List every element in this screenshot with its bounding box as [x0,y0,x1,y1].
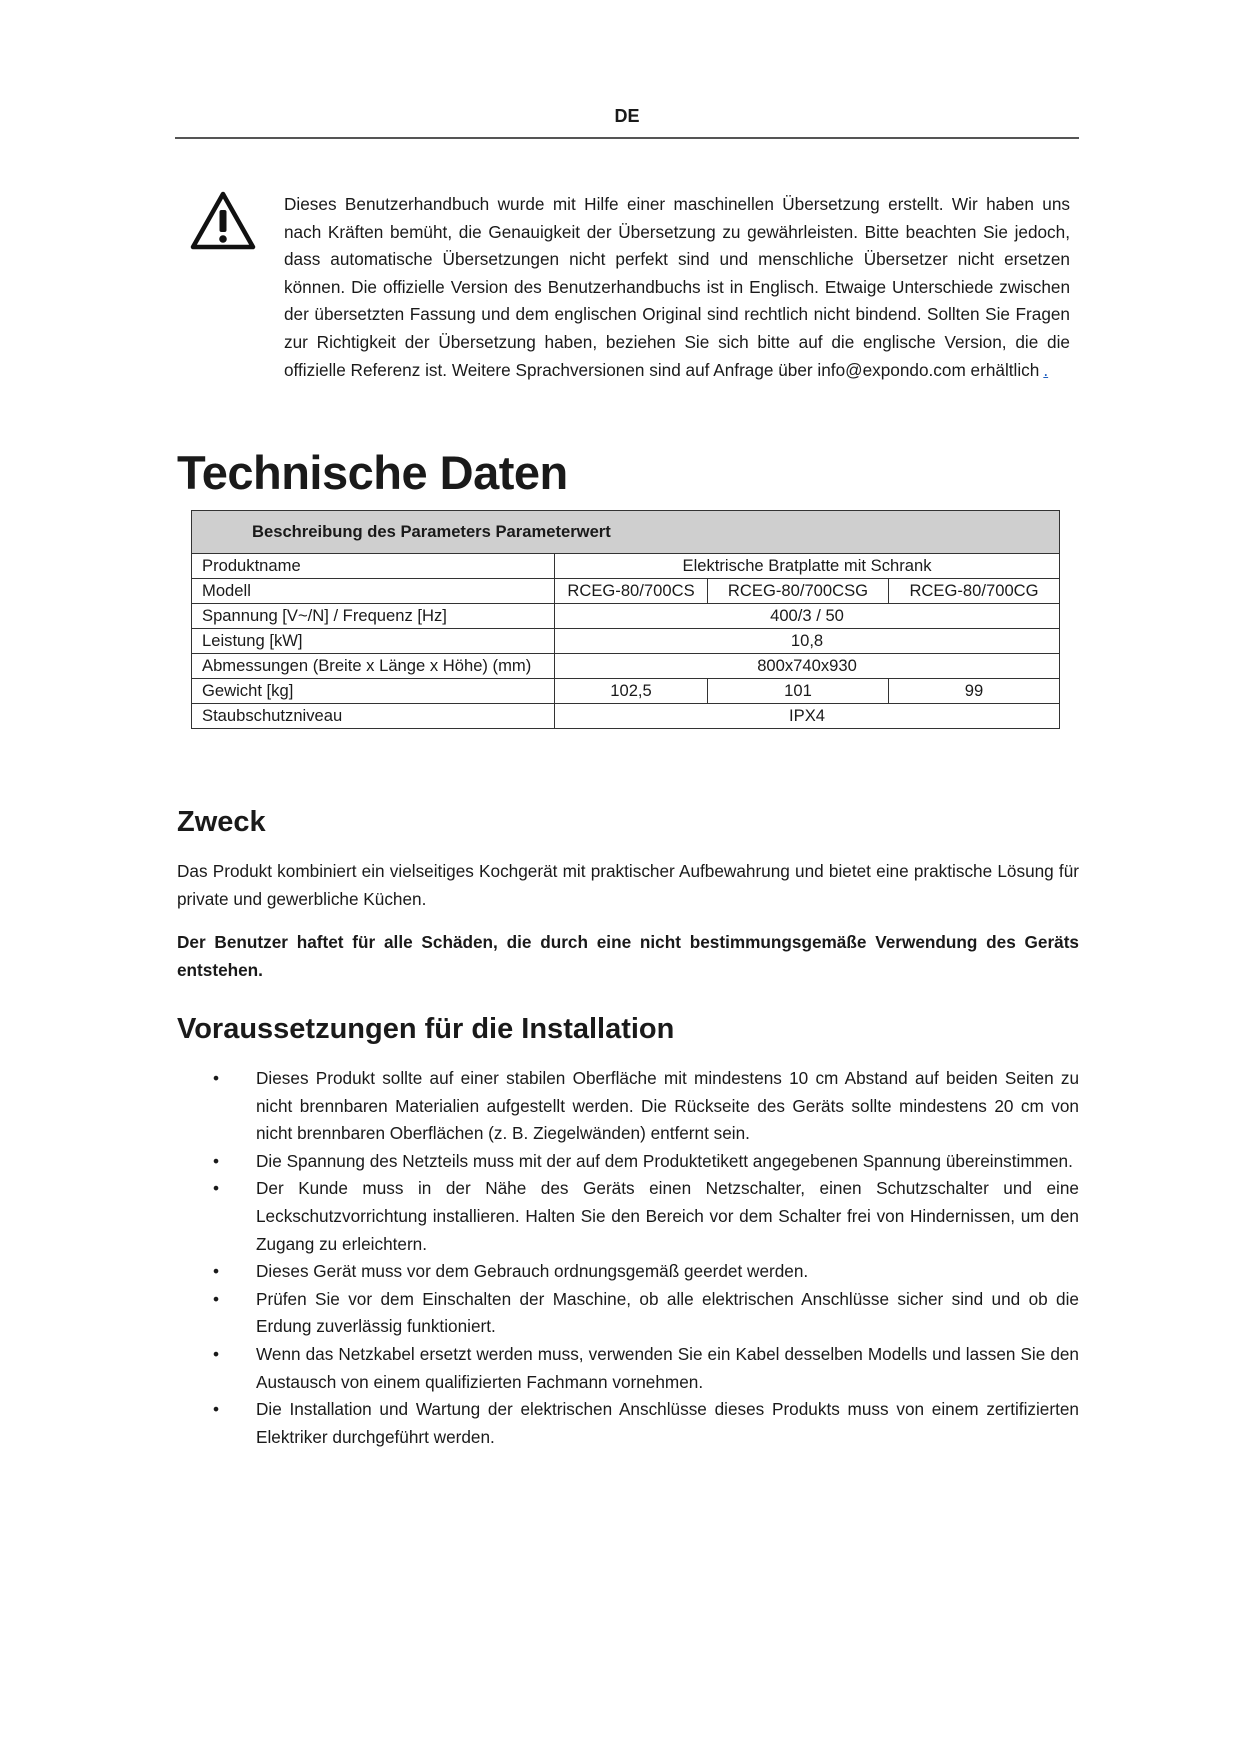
list-item-text: Die Installation und Wartung der elektrischen Anschlüsse dieses Produkts muss von einem zertifizierten Elektriker durchgeführt werden. [256,1399,1079,1447]
notice-link-dot[interactable]: . [1043,359,1049,380]
weight-value: 101 [708,679,889,704]
bullet-icon: • [213,1288,220,1309]
technical-data-table [191,510,1060,729]
list-item-text: Die Spannung des Netzteils muss mit der auf dem Produktetikett angegebenen Spannung übereinstimmen. [256,1150,1073,1171]
table-row [192,654,1060,679]
translation-notice [284,191,1070,384]
row-value: 800x740x930 [555,654,1060,679]
liability-paragraph: Der Benutzer haftet für alle Schäden, die durch eine nicht bestimmungsgemäße Verwendung des Geräts entstehen. [177,932,1079,980]
model-value: RCEG-80/700CSG [708,579,889,604]
bullet-icon: • [213,1343,220,1364]
list-item-text: Dieses Gerät muss vor dem Gebrauch ordnungsgemäß geerdet werden. [256,1261,809,1282]
list-item [177,1396,1079,1451]
row-label: Gewicht [kg] [192,679,555,704]
table-row [192,554,1060,579]
row-label: Spannung [V~/N] / Frequenz [Hz] [192,604,555,629]
list-item [177,1341,1079,1396]
purpose-paragraph: Das Produkt kombiniert ein vielseitiges Kochgerät mit praktischer Aufbewahrung und bietet eine praktische Lösung für private und gewerbliche Küchen. [177,861,1079,909]
model-value: RCEG-80/700CS [555,579,708,604]
table-row [192,679,1060,704]
page-language-header: DE [614,106,640,126]
table-row [192,629,1060,654]
bullet-icon: • [213,1178,220,1199]
table-row [192,604,1060,629]
table-row [192,704,1060,729]
row-label: Staubschutzniveau [192,704,555,729]
table-row [192,579,1060,604]
row-value: Elektrische Bratplatte mit Schrank [555,554,1060,579]
model-value: RCEG-80/700CG [889,579,1060,604]
purpose-heading: Zweck [177,806,266,838]
list-item-text: Prüfen Sie vor dem Einschalten der Maschine, ob alle elektrischen Anschlüsse sicher sind und ob die Erdung zuverlässig funktioniert. [256,1288,1079,1337]
row-value: 10,8 [555,629,1060,654]
row-value: IPX4 [555,704,1060,729]
table-header-row [192,511,1060,554]
list-item [177,1148,1079,1176]
list-item [177,1258,1079,1286]
weight-value: 99 [889,679,1060,704]
row-label: Leistung [kW] [192,629,555,654]
row-label: Produktname [192,554,555,579]
table-header-label: Beschreibung des Parameters Parameterwert [192,511,1060,554]
list-item [177,1286,1079,1341]
header-divider [175,137,1079,139]
row-label: Abmessungen (Breite x Länge x Höhe) (mm) [192,654,555,679]
bullet-icon: • [213,1261,220,1282]
bullet-icon: • [213,1068,220,1088]
weight-value: 102,5 [555,679,708,704]
list-item-text: Der Kunde muss in der Nähe des Geräts einen Netzschalter, einen Schutzschalter und eine Leckschutzvorrichtung installieren. Halten Sie den Bereich vor dem Schalter frei von Hindernissen, um den Zugang zu erleichtern. [256,1178,1079,1254]
row-value: 400/3 / 50 [555,604,1060,629]
list-item [177,1065,1079,1148]
bullet-icon: • [213,1399,220,1420]
installation-requirements-list [177,1065,1079,1451]
installation-heading: Voraussetzungen für die Installation [177,1013,675,1045]
list-item [177,1175,1079,1258]
row-label: Modell [192,579,555,604]
technical-data-title: Technische Daten [177,446,568,499]
warning-triangle-icon [190,190,256,250]
list-item-text: Dieses Produkt sollte auf einer stabilen Oberfläche mit mindestens 10 cm Abstand auf beiden Seiten zu nicht brennbaren Materialien aufgestellt werden. Die Rückseite des Geräts sollte mindestens 20 cm von nicht brennbaren Oberflächen (z. B. Ziegelwänden) entfernt sein. [256,1068,1079,1144]
translation-notice-text: Dieses Benutzerhandbuch wurde mit Hilfe einer maschinellen Übersetzung erstellt. Wir haben uns nach Kräften bemüht, die Genauigkeit der Übersetzung zu gewährleisten. Bitte beachten Sie jedoch, dass automatische Übersetzungen nicht perfekt sind und menschliche Übersetzer nicht ersetzen können. Die offizielle Version des Benutzerhandbuchs ist in Englisch. Etwaige Unterschiede zwischen der übersetzten Fassung und dem englischen Original sind rechtlich nicht bindend. Sollten Sie Fragen zur Richtigkeit der Übersetzung haben, beziehen Sie sich bitte auf die englische Version, die die offizielle Referenz ist. Weitere Sprachversionen sind auf Anfrage über info@expondo.com erhältlich [284,194,1070,380]
bullet-icon: • [213,1150,220,1171]
list-item-text: Wenn das Netzkabel ersetzt werden muss, verwenden Sie ein Kabel desselben Modells und lassen Sie den Austausch von einem qualifizierten Fachmann vornehmen. [256,1343,1079,1392]
